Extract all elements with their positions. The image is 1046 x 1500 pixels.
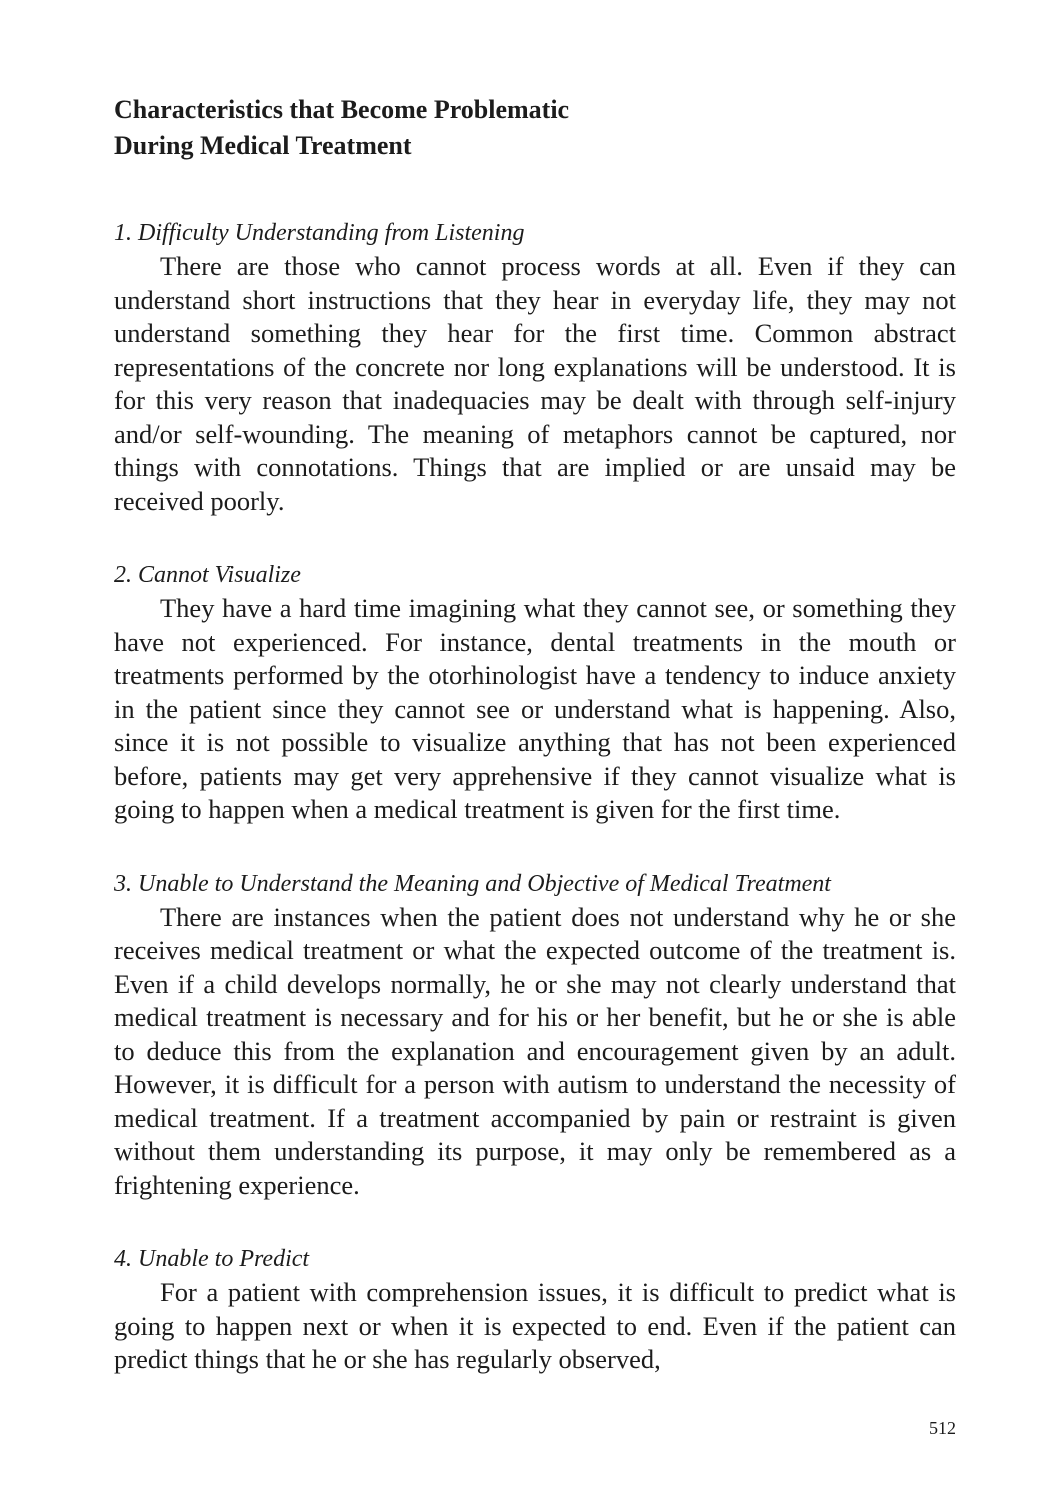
section-4 <box>114 1242 956 1377</box>
section-3 <box>114 867 956 1203</box>
heading-line-1: Characteristics that Become Problematic <box>114 95 570 124</box>
section-body: They have a hard time imagining what they cannot see, or something they have not experienced. For instance, dental treatments in the mouth or treatments performed by the otorhinologist have a tendency to induce anxiety in the patient since they cannot see or understand what is happening. Also, since it is not possible to visualize anything that has not been experienced before, patients may get very apprehensive if they cannot visualize what is going to happen when a medical treatment is given for the first time. <box>114 593 956 824</box>
section-title: 2. Cannot Visualize <box>114 562 301 588</box>
section-1 <box>114 216 956 518</box>
section-2 <box>114 558 956 827</box>
section-body: For a patient with comprehension issues, it is difficult to predict what is going to happen next or when it is expected to end. Even if the patient can predict things that he or she has regularly observed, <box>114 1277 956 1374</box>
page-number: 512 <box>929 1418 956 1438</box>
section-title: 3. Unable to Understand the Meaning and Objective of Medical Treatment <box>114 870 831 897</box>
document-page <box>114 92 956 1377</box>
section-title: 1. Difficulty Understanding from Listening <box>114 220 525 246</box>
section-body: There are those who cannot process words at all. Even if they can understand short instructions that they hear in everyday life, they may not understand something they hear for the first time. Common abstract representations of the concrete nor long explanations will be understood. It is for this very reason that inadequacies may be dealt with through self-injury and/or self-wounding. The meaning of metaphors cannot be captured, nor things with connotations. Things that are implied or are unsaid may be received poorly. <box>114 251 956 516</box>
heading-line-2: During Medical Treatment <box>114 131 412 160</box>
section-title: 4. Unable to Predict <box>114 1246 310 1272</box>
section-body: There are instances when the patient does not understand why he or she receives medical treatment or what the expected outcome of the treatment is. Even if a child develops normally, he or she may not clearly understand that medical treatment is necessary and for his or her benefit, but he or she is able to deduce this from the explanation and encouragement given by an adult. However, it is difficult for a person with autism to understand the necessity of medical treatment. If a treatment accompanied by pain or restraint is given without them understanding its purpose, it may only be remembered as a frightening experience. <box>114 901 956 1200</box>
page-heading <box>114 92 956 164</box>
